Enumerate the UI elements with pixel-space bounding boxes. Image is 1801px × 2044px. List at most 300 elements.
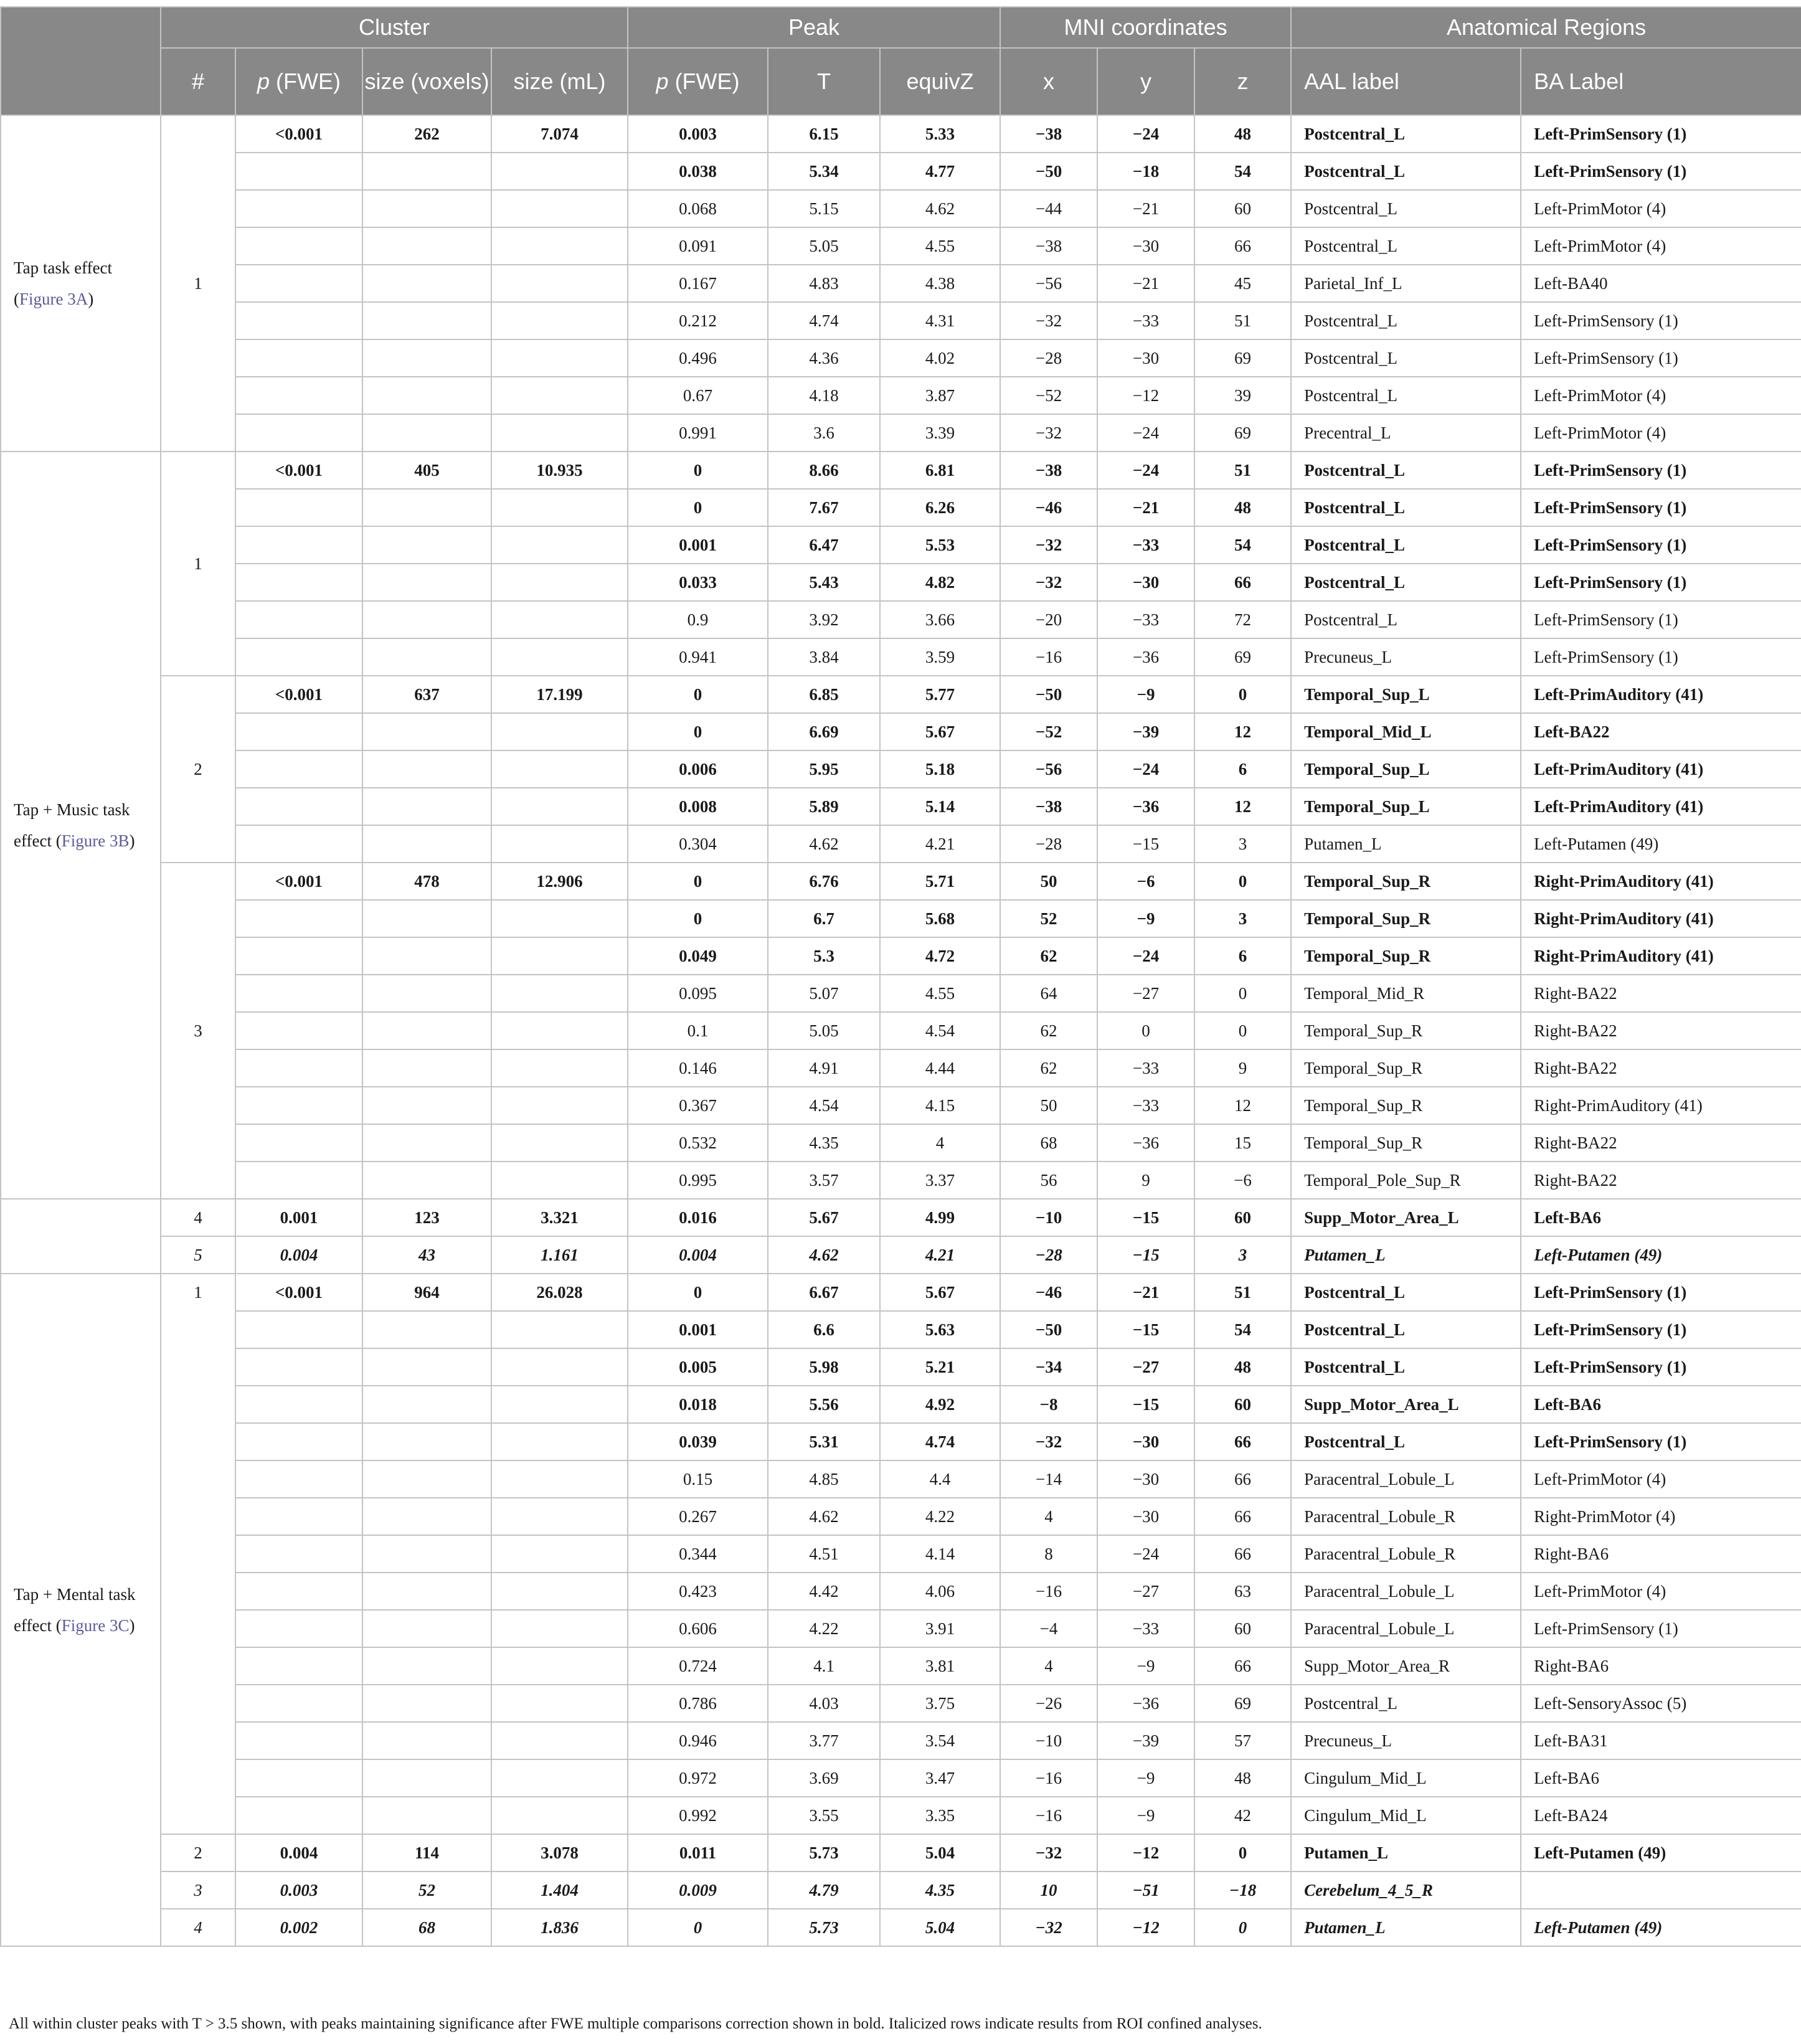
table-row: [1, 564, 1801, 601]
z-cell: 45: [1194, 265, 1291, 302]
size-ml-cell: [491, 713, 628, 750]
cluster-p-cell: [235, 564, 362, 601]
z-cell: 48: [1194, 489, 1291, 526]
x-cell: 4: [1000, 1498, 1097, 1535]
ba-label-cell: Left-PrimSensory (1): [1521, 1610, 1801, 1647]
cluster-number-cell: 1: [161, 452, 235, 676]
equivz-cell: 5.71: [880, 863, 1000, 900]
size-voxels-cell: [362, 1348, 491, 1386]
table-row: [1, 1162, 1801, 1199]
table-row: [1, 1012, 1801, 1049]
group-label: Tap + Music task effect (: [14, 800, 130, 850]
aal-label-cell: Temporal_Sup_R: [1291, 1087, 1521, 1124]
col-header-t: T: [768, 48, 880, 115]
x-cell: −16: [1000, 1759, 1097, 1797]
cluster-p-cell: <0.001: [235, 1274, 362, 1311]
x-cell: −16: [1000, 638, 1097, 676]
equivz-cell: 5.18: [880, 750, 1000, 788]
equivz-cell: 5.77: [880, 676, 1000, 713]
peak-p-cell: 0.344: [628, 1535, 768, 1573]
header-group-anatomical: Anatomical Regions: [1291, 7, 1801, 48]
table-row: [1, 339, 1801, 377]
equivz-cell: 4.99: [880, 1199, 1000, 1236]
peak-p-cell: 0: [628, 863, 768, 900]
ba-label-cell: Left-PrimSensory (1): [1521, 526, 1801, 564]
peak-p-cell: 0.212: [628, 302, 768, 339]
header-group-peak: Peak: [628, 7, 1000, 48]
equivz-cell: 3.47: [880, 1759, 1000, 1797]
ba-label-cell: Left-PrimSensory (1): [1521, 564, 1801, 601]
y-cell: −24: [1097, 452, 1194, 489]
ba-label-cell: Left-BA6: [1521, 1759, 1801, 1797]
table-row: [1, 863, 1801, 900]
y-cell: −30: [1097, 227, 1194, 265]
size-voxels-cell: [362, 1423, 491, 1460]
size-ml-cell: [491, 1722, 628, 1759]
group-label-close: ): [129, 1616, 135, 1635]
peak-p-cell: 0: [628, 452, 768, 489]
equivz-cell: 4.31: [880, 302, 1000, 339]
z-cell: 15: [1194, 1124, 1291, 1162]
cluster-p-cell: [235, 1535, 362, 1573]
y-cell: −21: [1097, 190, 1194, 227]
fwe-suffix: (FWE): [270, 69, 341, 95]
equivz-cell: 5.04: [880, 1909, 1000, 1946]
size-ml-cell: 3.321: [491, 1199, 628, 1236]
z-cell: 42: [1194, 1797, 1291, 1834]
t-cell: 4.35: [768, 1124, 880, 1162]
peak-p-cell: 0.992: [628, 1797, 768, 1834]
x-cell: 50: [1000, 863, 1097, 900]
peak-p-cell: 0.67: [628, 377, 768, 414]
ba-label-cell: Left-PrimAuditory (41): [1521, 788, 1801, 825]
z-cell: 57: [1194, 1722, 1291, 1759]
aal-label-cell: Cingulum_Mid_L: [1291, 1759, 1521, 1797]
t-cell: 4.54: [768, 1087, 880, 1124]
table-row: [1, 190, 1801, 227]
peak-p-cell: 0.972: [628, 1759, 768, 1797]
size-ml-cell: [491, 1087, 628, 1124]
t-cell: 4.62: [768, 825, 880, 863]
x-cell: −32: [1000, 1834, 1097, 1871]
t-cell: 7.67: [768, 489, 880, 526]
equivz-cell: 4.22: [880, 1498, 1000, 1535]
cluster-p-cell: [235, 601, 362, 638]
size-voxels-cell: 114: [362, 1834, 491, 1871]
ba-label-cell: Left-PrimMotor (4): [1521, 1460, 1801, 1498]
cluster-p-cell: [235, 638, 362, 676]
peak-p-cell: 0.146: [628, 1049, 768, 1087]
ba-label-cell: Left-BA40: [1521, 265, 1801, 302]
cluster-p-cell: [235, 526, 362, 564]
aal-label-cell: Temporal_Sup_L: [1291, 788, 1521, 825]
y-cell: −33: [1097, 601, 1194, 638]
z-cell: 69: [1194, 638, 1291, 676]
z-cell: 0: [1194, 676, 1291, 713]
group-label: Tap task effect (: [14, 258, 113, 308]
cluster-p-cell: [235, 1311, 362, 1348]
t-cell: 5.05: [768, 1012, 880, 1049]
table-row: [1, 1386, 1801, 1423]
col-header-number: #: [161, 48, 235, 115]
aal-label-cell: Postcentral_L: [1291, 302, 1521, 339]
size-voxels-cell: [362, 227, 491, 265]
x-cell: 10: [1000, 1871, 1097, 1909]
cluster-number-cell: 2: [161, 676, 235, 863]
group-label-close: ): [88, 290, 94, 308]
cluster-p-cell: [235, 1759, 362, 1797]
size-ml-cell: [491, 265, 628, 302]
effect-group-cell: [1, 1274, 161, 1946]
ba-label-cell: Right-PrimMotor (4): [1521, 1498, 1801, 1535]
peak-p-cell: 0: [628, 676, 768, 713]
peak-p-cell: 0.532: [628, 1124, 768, 1162]
table-row: [1, 1797, 1801, 1834]
cluster-p-cell: [235, 750, 362, 788]
z-cell: 0: [1194, 863, 1291, 900]
cluster-p-cell: 0.001: [235, 1199, 362, 1236]
size-ml-cell: [491, 377, 628, 414]
cluster-p-cell: [235, 1685, 362, 1722]
x-cell: −50: [1000, 153, 1097, 190]
equivz-cell: 6.26: [880, 489, 1000, 526]
aal-label-cell: Paracentral_Lobule_L: [1291, 1460, 1521, 1498]
table-row: [1, 1759, 1801, 1797]
x-cell: −50: [1000, 1311, 1097, 1348]
t-cell: 4.62: [768, 1498, 880, 1535]
t-cell: 5.34: [768, 153, 880, 190]
equivz-cell: 4.77: [880, 153, 1000, 190]
table-row: [1, 1834, 1801, 1871]
size-voxels-cell: [362, 601, 491, 638]
x-cell: −34: [1000, 1348, 1097, 1386]
aal-label-cell: Temporal_Mid_L: [1291, 713, 1521, 750]
y-cell: −36: [1097, 1685, 1194, 1722]
peak-p-cell: 0.367: [628, 1087, 768, 1124]
size-ml-cell: [491, 1647, 628, 1685]
z-cell: 51: [1194, 302, 1291, 339]
col-header-y: y: [1097, 48, 1194, 115]
size-voxels-cell: [362, 1386, 491, 1423]
ba-label-cell: Left-SensoryAssoc (5): [1521, 1685, 1801, 1722]
size-voxels-cell: [362, 302, 491, 339]
size-voxels-cell: [362, 975, 491, 1012]
aal-label-cell: Postcentral_L: [1291, 452, 1521, 489]
size-voxels-cell: 43: [362, 1236, 491, 1274]
x-cell: −32: [1000, 414, 1097, 452]
equivz-cell: 4.54: [880, 1012, 1000, 1049]
aal-label-cell: Postcentral_L: [1291, 377, 1521, 414]
y-cell: −24: [1097, 1535, 1194, 1573]
aal-label-cell: Temporal_Sup_R: [1291, 1012, 1521, 1049]
ba-label-cell: Left-PrimSensory (1): [1521, 339, 1801, 377]
cluster-p-cell: [235, 414, 362, 452]
equivz-cell: 6.81: [880, 452, 1000, 489]
ba-label-cell: Right-PrimAuditory (41): [1521, 863, 1801, 900]
peak-p-cell: 0.001: [628, 1311, 768, 1348]
size-ml-cell: [491, 1610, 628, 1647]
y-cell: −15: [1097, 1199, 1194, 1236]
y-cell: −15: [1097, 1236, 1194, 1274]
t-cell: 3.92: [768, 601, 880, 638]
size-ml-cell: [491, 788, 628, 825]
t-cell: 6.67: [768, 1274, 880, 1311]
y-cell: −30: [1097, 339, 1194, 377]
equivz-cell: 4.15: [880, 1087, 1000, 1124]
size-voxels-cell: [362, 1647, 491, 1685]
x-cell: −38: [1000, 227, 1097, 265]
z-cell: 60: [1194, 1386, 1291, 1423]
y-cell: −15: [1097, 1386, 1194, 1423]
size-voxels-cell: 405: [362, 452, 491, 489]
size-ml-cell: [491, 825, 628, 863]
t-cell: 4.03: [768, 1685, 880, 1722]
table-row: [1, 1498, 1801, 1535]
z-cell: 66: [1194, 1460, 1291, 1498]
peak-p-cell: 0.016: [628, 1199, 768, 1236]
y-cell: −33: [1097, 302, 1194, 339]
t-cell: 3.6: [768, 414, 880, 452]
peak-p-cell: 0.724: [628, 1647, 768, 1685]
col-header-size-ml: size (mL): [491, 48, 628, 115]
aal-label-cell: Temporal_Sup_L: [1291, 676, 1521, 713]
ba-label-cell: Left-BA24: [1521, 1797, 1801, 1834]
x-cell: −28: [1000, 1236, 1097, 1274]
y-cell: −12: [1097, 1834, 1194, 1871]
x-cell: −38: [1000, 788, 1097, 825]
ba-label-cell: Left-Putamen (49): [1521, 1236, 1801, 1274]
peak-p-cell: 0.786: [628, 1685, 768, 1722]
table-row: [1, 265, 1801, 302]
size-voxels-cell: [362, 1498, 491, 1535]
y-cell: −12: [1097, 1909, 1194, 1946]
z-cell: 0: [1194, 975, 1291, 1012]
z-cell: 12: [1194, 713, 1291, 750]
aal-label-cell: Putamen_L: [1291, 1909, 1521, 1946]
cluster-p-cell: [235, 1124, 362, 1162]
peak-p-cell: 0.008: [628, 788, 768, 825]
size-voxels-cell: [362, 489, 491, 526]
x-cell: 64: [1000, 975, 1097, 1012]
table-row: [1, 788, 1801, 825]
col-header-equivz: equivZ: [880, 48, 1000, 115]
aal-label-cell: Supp_Motor_Area_L: [1291, 1199, 1521, 1236]
figure-link[interactable]: Figure 3A: [19, 290, 88, 308]
ba-label-cell: Left-PrimAuditory (41): [1521, 676, 1801, 713]
z-cell: 3: [1194, 900, 1291, 937]
table-row: [1, 489, 1801, 526]
figure-link[interactable]: Figure 3B: [61, 831, 130, 850]
ba-label-cell: Left-BA6: [1521, 1386, 1801, 1423]
peak-p-cell: 0.004: [628, 1236, 768, 1274]
aal-label-cell: Postcentral_L: [1291, 489, 1521, 526]
t-cell: 5.07: [768, 975, 880, 1012]
t-cell: 5.3: [768, 937, 880, 975]
cluster-p-cell: <0.001: [235, 863, 362, 900]
table-row: [1, 1423, 1801, 1460]
equivz-cell: 3.66: [880, 601, 1000, 638]
equivz-cell: 4.55: [880, 227, 1000, 265]
table-header: [1, 7, 1801, 115]
ba-label-cell: Left-PrimSensory (1): [1521, 638, 1801, 676]
cluster-p-cell: 0.004: [235, 1834, 362, 1871]
size-voxels-cell: [362, 1460, 491, 1498]
cluster-p-cell: [235, 788, 362, 825]
size-voxels-cell: [362, 526, 491, 564]
ba-label-cell: Right-BA6: [1521, 1647, 1801, 1685]
aal-label-cell: Postcentral_L: [1291, 1348, 1521, 1386]
effect-group-cell: [1, 1199, 161, 1274]
size-ml-cell: [491, 1124, 628, 1162]
equivz-cell: 4.21: [880, 1236, 1000, 1274]
size-voxels-cell: [362, 1162, 491, 1199]
size-ml-cell: [491, 1759, 628, 1797]
x-cell: −10: [1000, 1722, 1097, 1759]
z-cell: 54: [1194, 526, 1291, 564]
table-row: [1, 1274, 1801, 1311]
cluster-p-cell: [235, 1647, 362, 1685]
x-cell: 62: [1000, 1012, 1097, 1049]
aal-label-cell: Precuneus_L: [1291, 1722, 1521, 1759]
x-cell: −20: [1000, 601, 1097, 638]
size-voxels-cell: [362, 1311, 491, 1348]
ba-label-cell: Left-PrimSensory (1): [1521, 489, 1801, 526]
cluster-p-cell: [235, 1423, 362, 1460]
peak-p-cell: 0: [628, 1909, 768, 1946]
aal-label-cell: Postcentral_L: [1291, 601, 1521, 638]
y-cell: −51: [1097, 1871, 1194, 1909]
cluster-number-cell: 3: [161, 1871, 235, 1909]
equivz-cell: 4.4: [880, 1460, 1000, 1498]
peak-p-cell: 0.049: [628, 937, 768, 975]
size-ml-cell: [491, 1460, 628, 1498]
ba-label-cell: Right-BA22: [1521, 1162, 1801, 1199]
x-cell: 68: [1000, 1124, 1097, 1162]
cluster-p-cell: [235, 377, 362, 414]
t-cell: 5.43: [768, 564, 880, 601]
y-cell: −36: [1097, 788, 1194, 825]
equivz-cell: 4.35: [880, 1871, 1000, 1909]
effect-group-cell: [1, 115, 161, 452]
y-cell: −30: [1097, 1423, 1194, 1460]
ba-label-cell: Left-PrimSensory (1): [1521, 1274, 1801, 1311]
x-cell: −38: [1000, 452, 1097, 489]
x-cell: −32: [1000, 526, 1097, 564]
size-voxels-cell: [362, 414, 491, 452]
ba-label-cell: Right-BA22: [1521, 1012, 1801, 1049]
cluster-p-cell: [235, 489, 362, 526]
table-row: [1, 638, 1801, 676]
z-cell: 39: [1194, 377, 1291, 414]
equivz-cell: 5.53: [880, 526, 1000, 564]
cluster-p-cell: [235, 265, 362, 302]
cluster-p-cell: [235, 1498, 362, 1535]
y-cell: −6: [1097, 863, 1194, 900]
peak-p-cell: 0: [628, 713, 768, 750]
t-cell: 5.95: [768, 750, 880, 788]
table-row: [1, 1199, 1801, 1236]
ba-label-cell: [1521, 1871, 1801, 1909]
z-cell: 6: [1194, 750, 1291, 788]
ba-label-cell: Left-PrimSensory (1): [1521, 302, 1801, 339]
equivz-cell: 5.68: [880, 900, 1000, 937]
aal-label-cell: Temporal_Mid_R: [1291, 975, 1521, 1012]
x-cell: −50: [1000, 676, 1097, 713]
fwe-suffix: (FWE): [668, 69, 740, 95]
x-cell: −32: [1000, 564, 1097, 601]
equivz-cell: 4.06: [880, 1573, 1000, 1610]
z-cell: 54: [1194, 153, 1291, 190]
col-header-peak-p: [628, 48, 768, 115]
size-ml-cell: 12.906: [491, 863, 628, 900]
p-symbol: p: [656, 69, 669, 95]
size-ml-cell: [491, 526, 628, 564]
figure-link[interactable]: Figure 3C: [61, 1616, 130, 1635]
t-cell: 4.22: [768, 1610, 880, 1647]
y-cell: −9: [1097, 1759, 1194, 1797]
z-cell: 66: [1194, 227, 1291, 265]
cluster-number-cell: 2: [161, 1834, 235, 1871]
z-cell: 9: [1194, 1049, 1291, 1087]
aal-label-cell: Paracentral_Lobule_R: [1291, 1498, 1521, 1535]
size-ml-cell: [491, 564, 628, 601]
y-cell: 0: [1097, 1012, 1194, 1049]
size-voxels-cell: 123: [362, 1199, 491, 1236]
x-cell: −56: [1000, 265, 1097, 302]
cluster-p-cell: [235, 1797, 362, 1834]
size-ml-cell: [491, 227, 628, 265]
x-cell: −32: [1000, 1909, 1097, 1946]
equivz-cell: 4.02: [880, 339, 1000, 377]
size-ml-cell: [491, 1573, 628, 1610]
x-cell: 8: [1000, 1535, 1097, 1573]
x-cell: −4: [1000, 1610, 1097, 1647]
x-cell: 50: [1000, 1087, 1097, 1124]
size-ml-cell: 26.028: [491, 1274, 628, 1311]
peak-p-cell: 0.267: [628, 1498, 768, 1535]
cluster-number-cell: 1: [161, 115, 235, 452]
cluster-number-cell: 4: [161, 1909, 235, 1946]
y-cell: −15: [1097, 1311, 1194, 1348]
t-cell: 6.7: [768, 900, 880, 937]
ba-label-cell: Right-PrimAuditory (41): [1521, 900, 1801, 937]
t-cell: 4.51: [768, 1535, 880, 1573]
y-cell: −21: [1097, 1274, 1194, 1311]
cluster-p-cell: [235, 1087, 362, 1124]
size-ml-cell: [491, 414, 628, 452]
z-cell: 66: [1194, 1423, 1291, 1460]
z-cell: 0: [1194, 1909, 1291, 1946]
equivz-cell: 4.62: [880, 190, 1000, 227]
size-voxels-cell: [362, 1535, 491, 1573]
peak-p-cell: 0: [628, 900, 768, 937]
t-cell: 6.76: [768, 863, 880, 900]
size-voxels-cell: 262: [362, 115, 491, 153]
x-cell: −16: [1000, 1573, 1097, 1610]
ba-label-cell: Left-BA31: [1521, 1722, 1801, 1759]
t-cell: 6.47: [768, 526, 880, 564]
equivz-cell: 3.39: [880, 414, 1000, 452]
z-cell: 3: [1194, 825, 1291, 863]
cluster-p-cell: [235, 975, 362, 1012]
size-voxels-cell: [362, 937, 491, 975]
cluster-number-cell: 1: [161, 1274, 235, 1834]
size-voxels-cell: [362, 1685, 491, 1722]
z-cell: 60: [1194, 190, 1291, 227]
size-ml-cell: [491, 1498, 628, 1535]
z-cell: 51: [1194, 452, 1291, 489]
x-cell: −14: [1000, 1460, 1097, 1498]
